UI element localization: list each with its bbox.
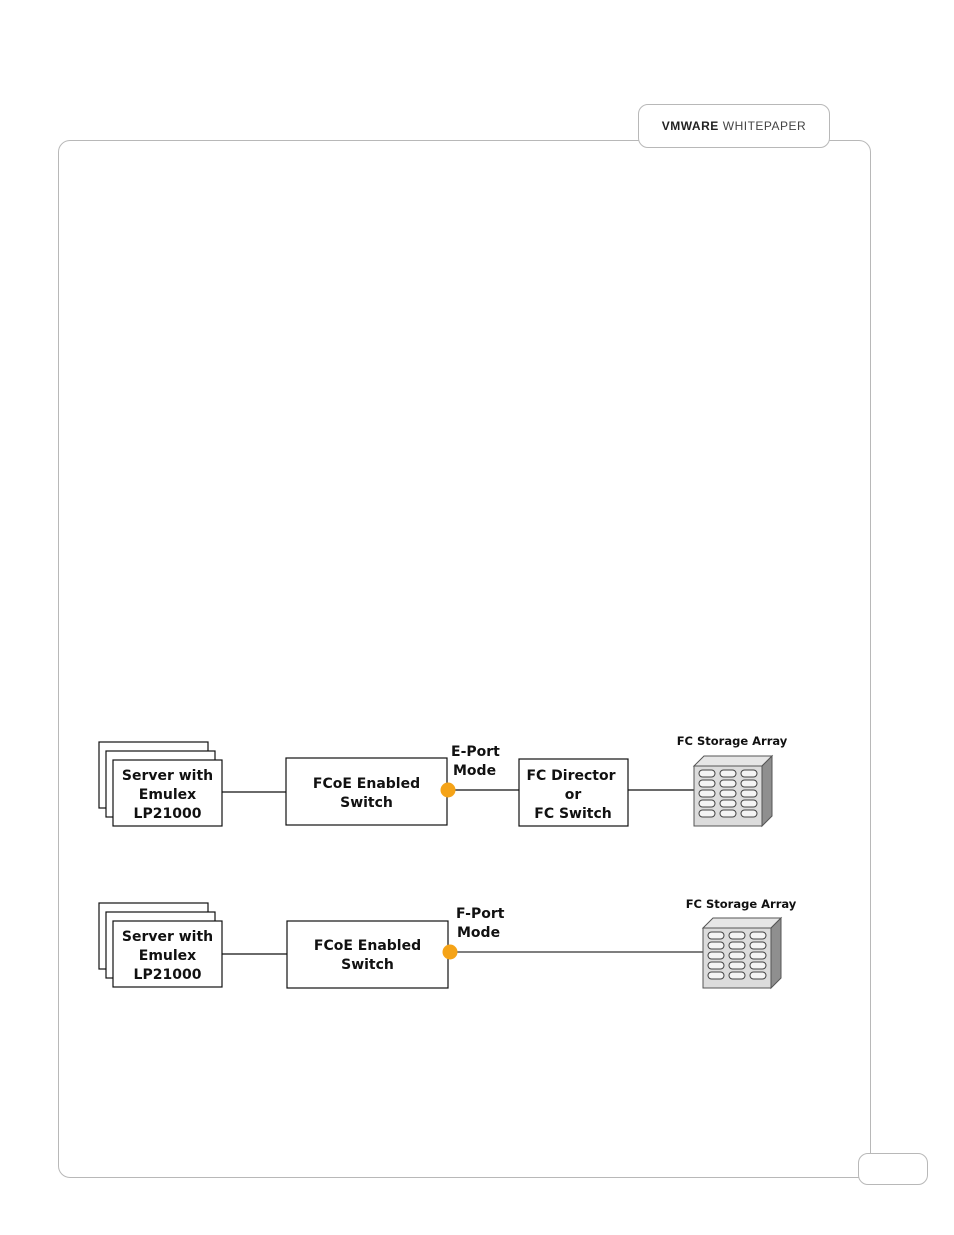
server-stack: [99, 903, 222, 987]
fc-director-label-line3: FC Switch: [534, 806, 612, 822]
f-port-dot: [443, 945, 458, 960]
server-label-line2: Emulex: [138, 787, 197, 803]
server-label-line1: Server with: [121, 768, 214, 784]
storage-array-icon: [694, 756, 772, 826]
port-mode-label-line2: Mode: [453, 763, 497, 779]
port-mode-label-line1: E-Port: [451, 744, 500, 760]
storage-array-label: FC Storage Array: [676, 734, 788, 748]
fcoe-switch: [287, 921, 448, 988]
brand-name: VMWARE: [661, 119, 719, 133]
storage-array-label: FC Storage Array: [685, 897, 797, 911]
fcoe-switch-box: [287, 921, 448, 988]
diagram-f-port: [99, 897, 797, 988]
fcoe-switch-label-line2: Switch: [341, 957, 394, 973]
fc-director-label-line1: FC Director: [526, 768, 616, 784]
fc-director-label-line2: or: [564, 787, 582, 803]
server-label-line1: Server with: [121, 929, 214, 945]
e-port-dot: [441, 783, 456, 798]
port-mode-label-line2: Mode: [457, 925, 501, 941]
server-label-line2: Emulex: [138, 948, 197, 964]
storage-array-icon: [703, 918, 781, 988]
fcoe-switch-label-line1: FCoE Enabled: [312, 776, 421, 792]
diagram-e-port: [99, 734, 788, 826]
server-label-line3: LP21000: [133, 967, 202, 983]
fcoe-switch-label-line2: Switch: [340, 795, 393, 811]
server-stack: [99, 742, 222, 826]
fcoe-switch-label-line1: FCoE Enabled: [313, 938, 422, 954]
fcoe-switch: [286, 758, 447, 825]
doc-type: WHITEPAPER: [722, 119, 807, 133]
port-mode-label-line1: F-Port: [456, 906, 505, 922]
fc-director: [519, 759, 628, 826]
server-label-line3: LP21000: [133, 806, 202, 822]
